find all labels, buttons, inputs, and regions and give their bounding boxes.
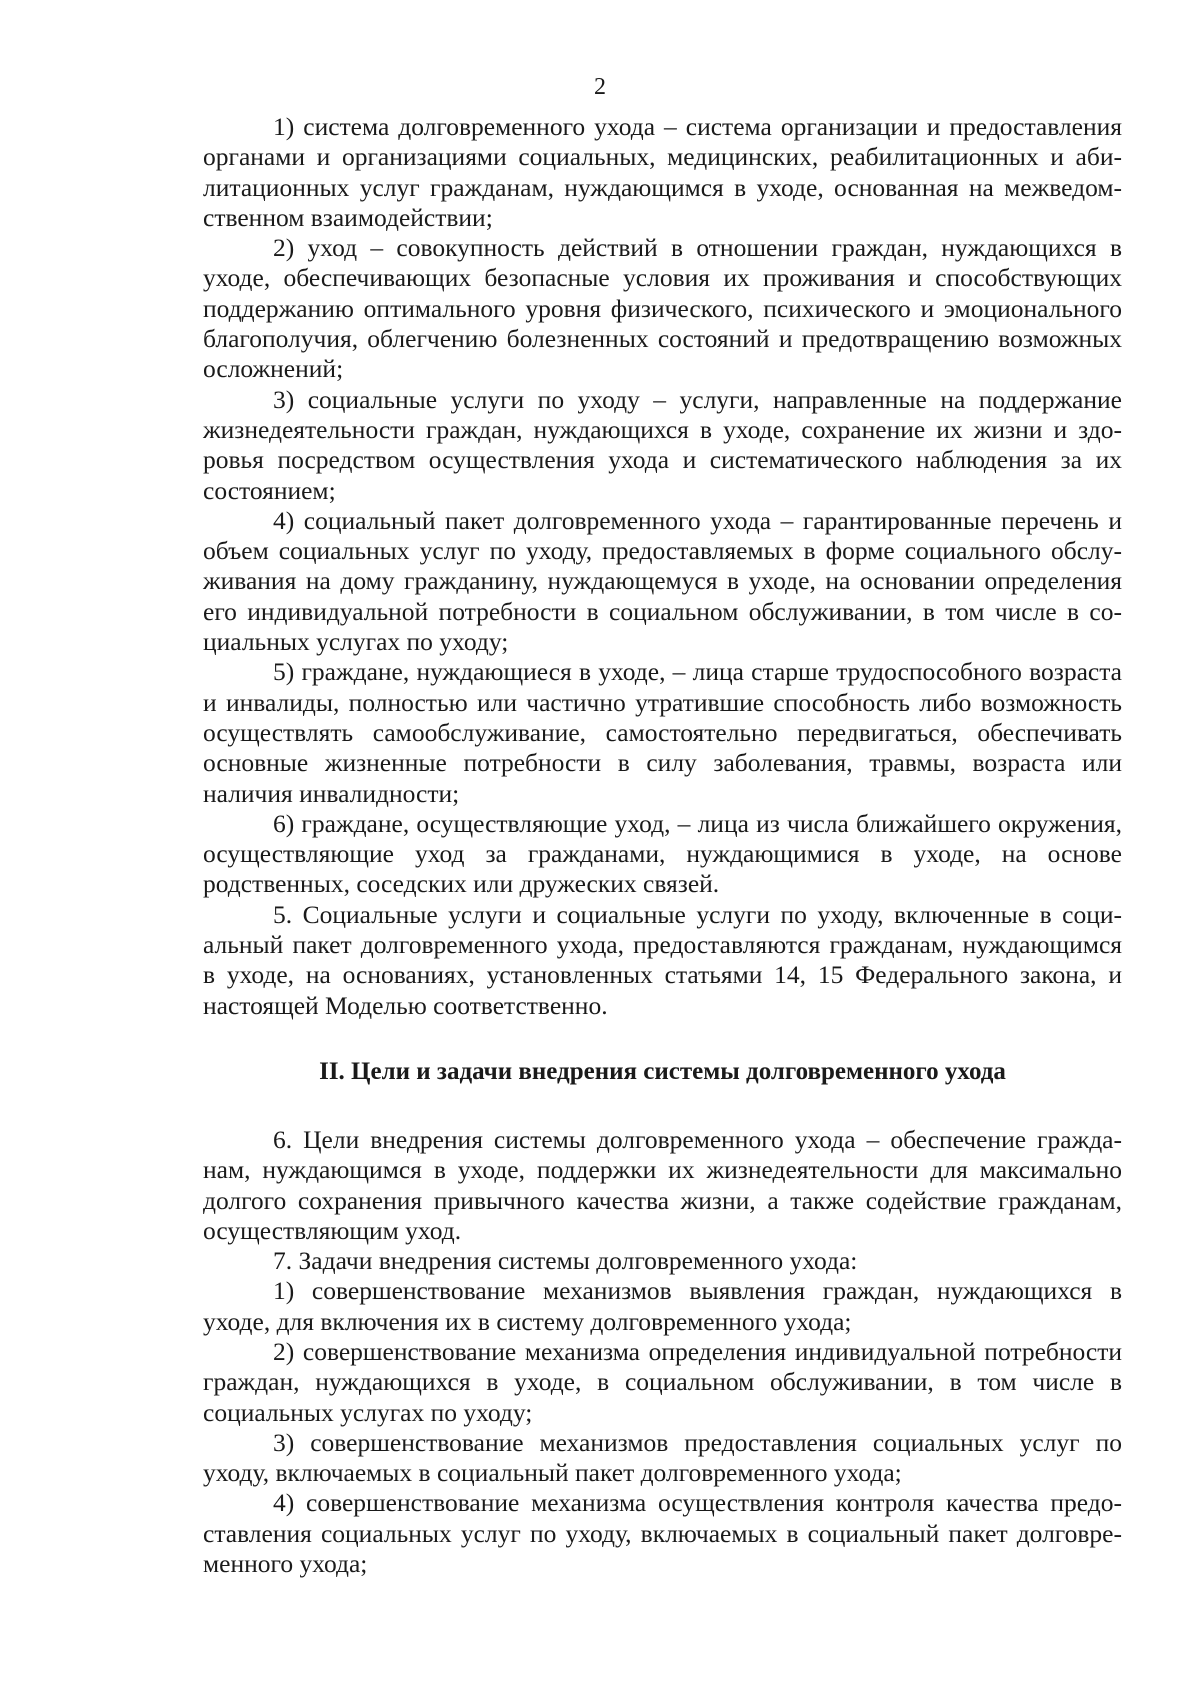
clause-6-paragraph: 6. Цели внедрения системы долговременного ухода – обеспечение гражданам, нуждающимся в уходе, поддержки их жизнедеятельности для максимально долгого сохранения привычного качества жизни, а также содействие гражданам, осуществляющим уход. <box>203 1124 1122 1245</box>
definition-paragraph-3: 3) социальные услуги по уходу – услуги, направленные на поддержание жизнедеятельности граждан, нуждающихся в уходе, сохранение их жизни и здоровья посредством осуществления ухода и систематического наблюдения за их состоянием; <box>203 384 1122 505</box>
definition-paragraph-6: 6) граждане, осуществляющие уход, – лица из числа ближайшего окружения, осуществляющие уход за гражданами, нуждающимися в уходе, на основе родственных, соседских или дружеских связей. <box>203 808 1122 899</box>
section-heading: II. Цели и задачи внедрения системы долговременного ухода <box>319 1057 1006 1085</box>
definition-paragraph-1: 1) система долговременного ухода – система организации и предоставления органами и организациями социальных, медицинских, реабилитационных и абилитационных услуг гражданам, нуждающимся в уходе, основанная на межведомственном взаимодействии; <box>203 112 1122 232</box>
task-paragraph-1: 1) совершенствование механизмов выявления граждан, нуждающихся в уходе, для включения их в систему долговременного ухода; <box>203 1276 1122 1336</box>
task-paragraph-4: 4) совершенствование механизма осуществления контроля качества предоставления социальных услуг по уходу, включаемых в социальный пакет долговременного ухода; <box>203 1488 1122 1579</box>
clause-5-paragraph: 5. Социальные услуги и социальные услуги по уходу, включенные в социальный пакет долговременного ухода, предоставляются гражданам, нуждающимся в уходе, на основаниях, установленных статьями 14, 15 Федерального закона, и настоящей Моделью соответственно. <box>203 899 1122 1020</box>
document-body <box>203 112 1122 1579</box>
definition-paragraph-4: 4) социальный пакет долговременного ухода – гарантированные перечень и объем социальных услуг по уходу, предоставляемых в форме социального обслуживания на дому гражданину, нуждающемуся в уходе, на основании определения его индивидуальной потребности в социальном обслуживании, в том числе в социальных услугах по уходу; <box>203 505 1122 657</box>
definition-paragraph-2: 2) уход – совокупность действий в отношении граждан, нуждающихся в уходе, обеспечивающих безопасные условия их проживания и способствующих поддержанию оптимального уровня физического, психического и эмоционального благополучия, облегчению болезненных состояний и предотвращению возможных осложнений; <box>203 233 1122 384</box>
task-paragraph-2: 2) совершенствование механизма определения индивидуальной потребности граждан, нуждающихся в уходе, в социальном обслуживании, в том числе в социальных услугах по уходу; <box>203 1336 1122 1427</box>
task-paragraph-3: 3) совершенствование механизмов предоставления социальных услуг по уходу, включаемых в социальный пакет долговременного ухода; <box>203 1427 1122 1488</box>
clause-7-paragraph: 7. Задачи внедрения системы долговременного ухода: <box>273 1246 858 1276</box>
definition-paragraph-5: 5) граждане, нуждающиеся в уходе, – лица старше трудоспособного возраста и инвалиды, полностью или частично утратившие способность либо возможность осуществлять самообслуживание, самостоятельно передвигаться, обеспечивать основные жизненные потребности в силу заболевания, травмы, возраста или наличия инвалидности; <box>203 657 1122 808</box>
page-number: 2 <box>594 74 606 100</box>
